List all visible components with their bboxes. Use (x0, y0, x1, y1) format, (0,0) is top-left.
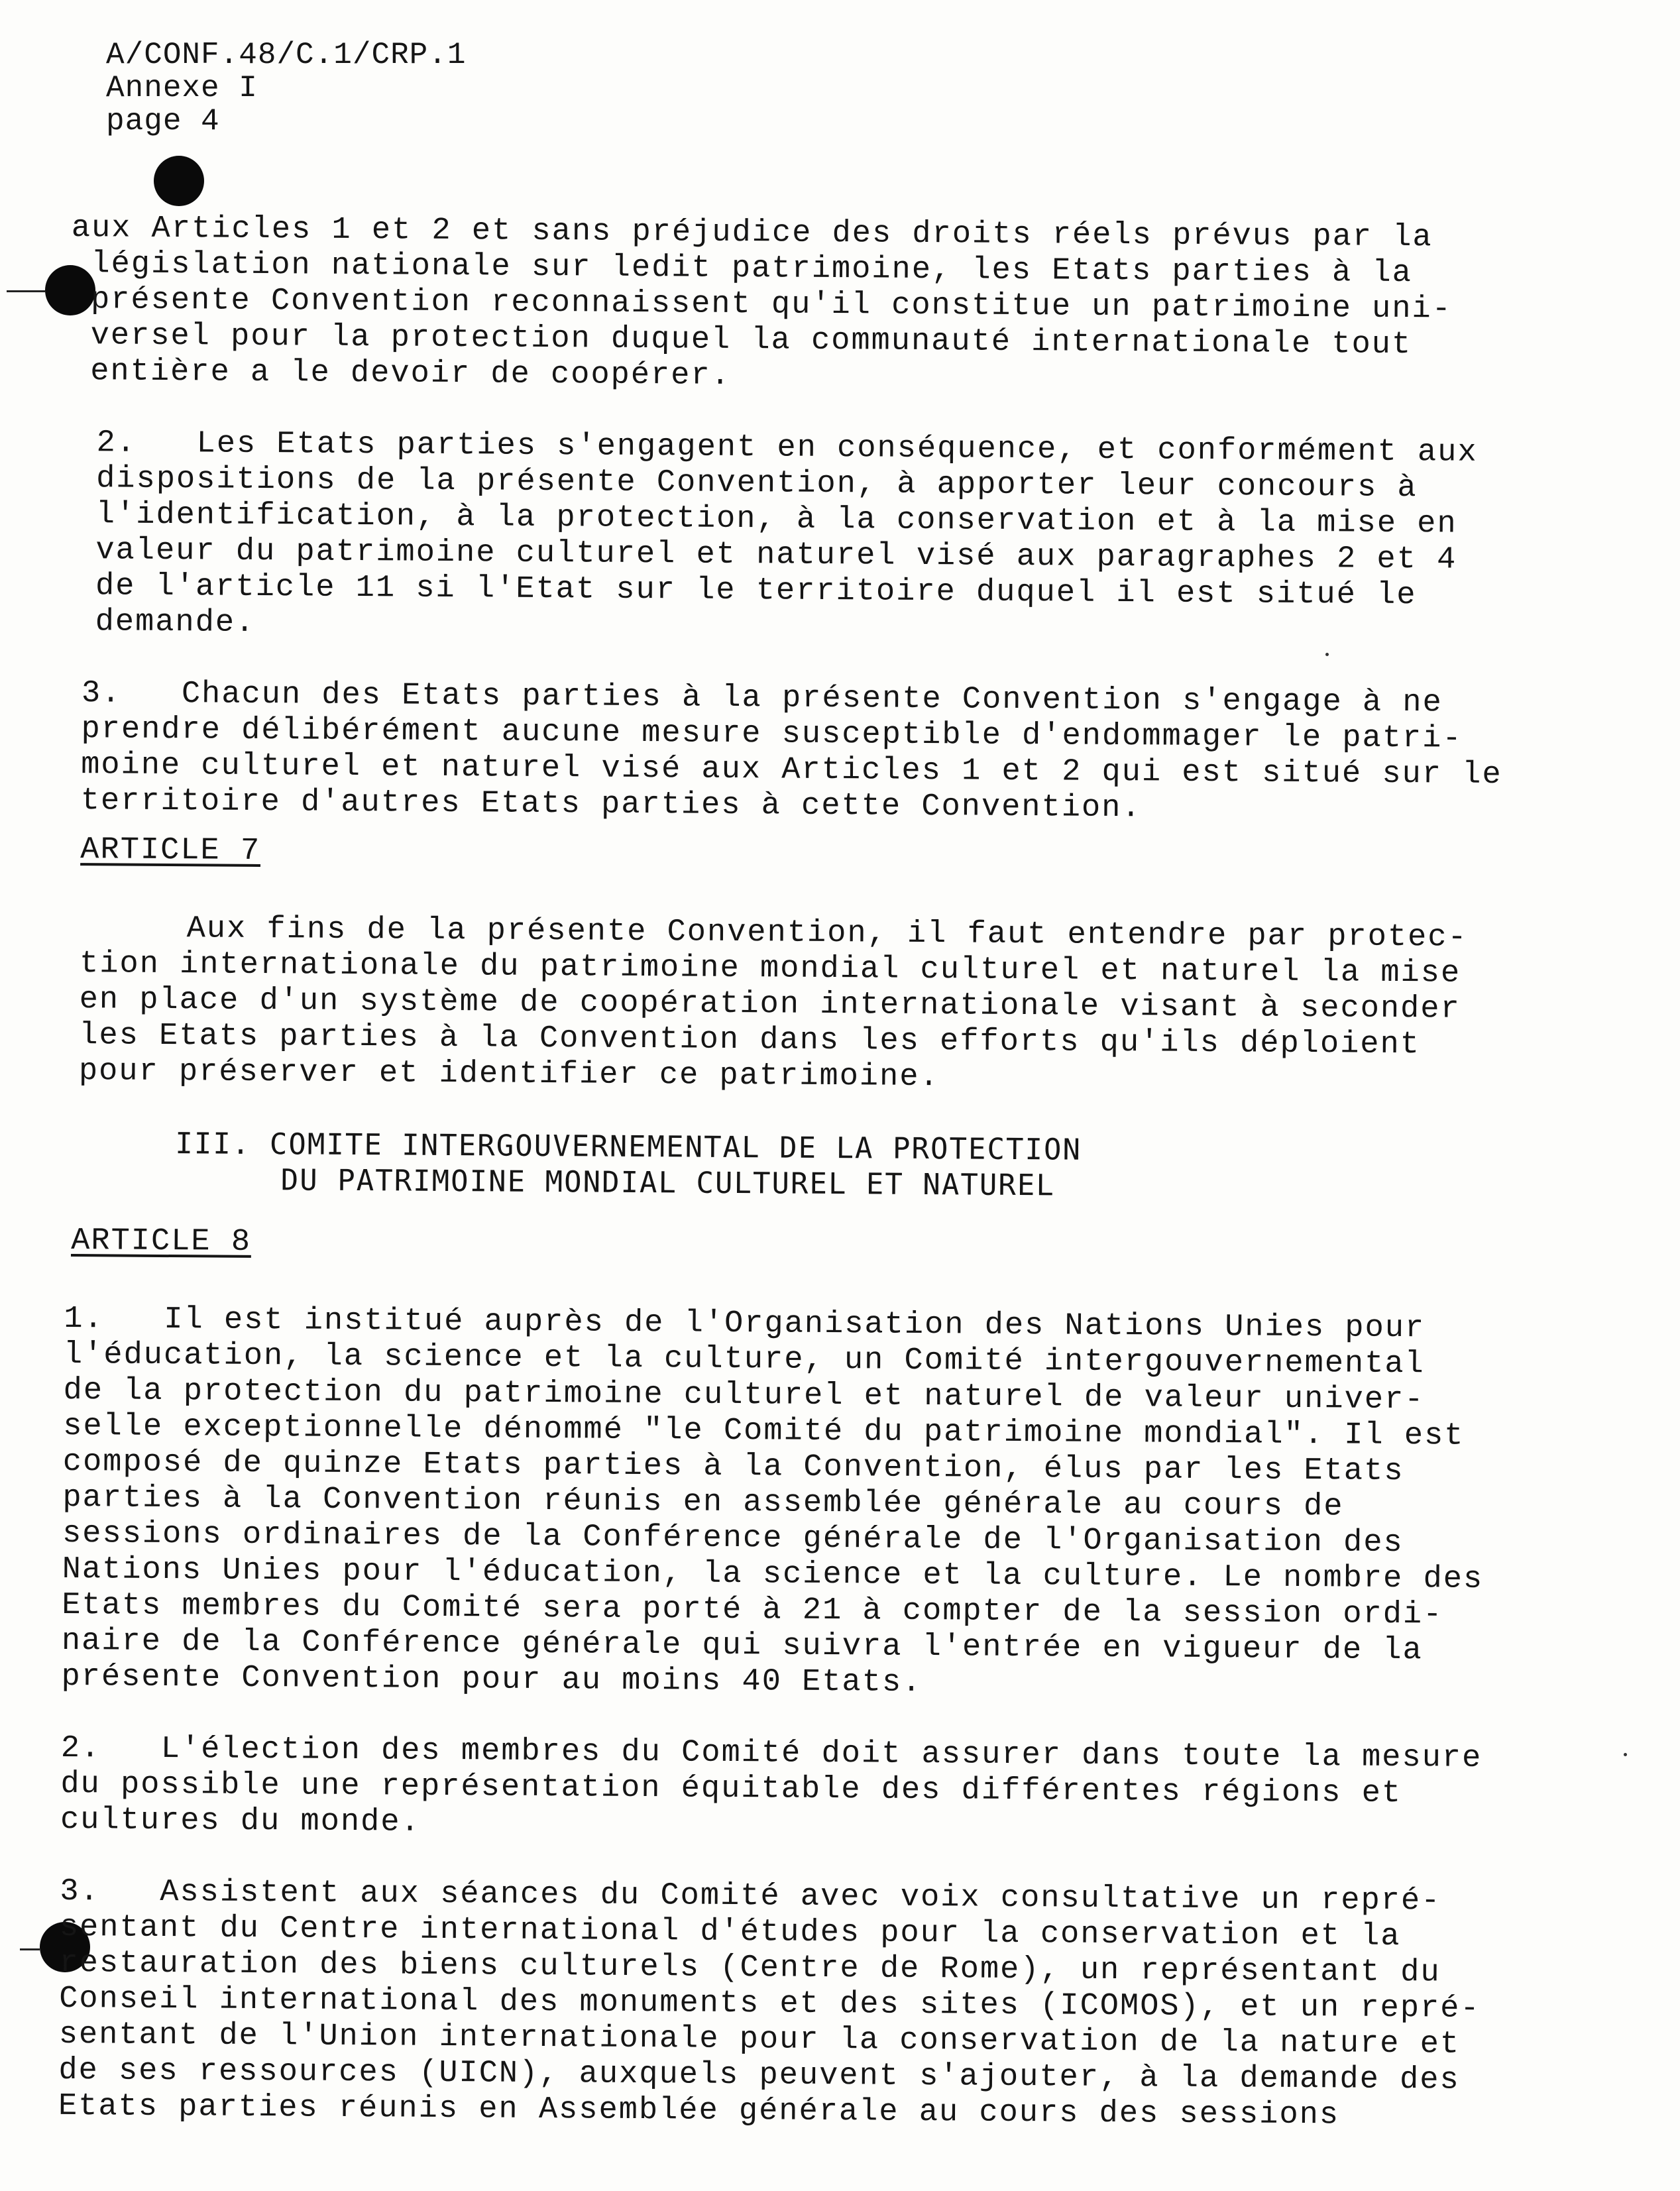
text-line: prendre délibérément aucune mesure susceptible d'endommager le patri- (81, 712, 1463, 757)
text-line: les Etats parties à la Convention dans les efforts qu'ils déploient (79, 1018, 1421, 1063)
text-line: aux Articles 1 et 2 et sans préjudice des droits réels prévus par la (71, 211, 1433, 256)
document-header (106, 38, 467, 138)
section-title-line: III. COMITE INTERGOUVERNEMENTAL DE LA PROTECTION (175, 1127, 1082, 1167)
section-title-line: DU PATRIMOINE MONDIAL CULTUREL ET NATUREL (280, 1163, 1055, 1203)
text-line: sentant du Centre international d'études pour la conservation et la (59, 1909, 1401, 1955)
text-line: 1. Il est institué auprès de l'Organisation des Nations Unies pour (64, 1301, 1426, 1347)
margin-mark (20, 1948, 40, 1950)
text-line: dispositions de la présente Convention, à apporter leur concours à (95, 461, 1418, 506)
section-3-heading (65, 1125, 1192, 1205)
page-number: page 4 (106, 104, 220, 139)
text-line: de ses ressources (UICN), auxquels peuvent s'ajouter, à la demande des (58, 2052, 1460, 2098)
text-line: 3. Chacun des Etats parties à la présente Convention s'engage à ne (81, 676, 1443, 721)
text-line: présente Convention pour au moins 40 Etats. (61, 1659, 923, 1701)
paragraph-6-3 (68, 676, 1526, 829)
text-line: demande. (95, 604, 256, 641)
text-line: sessions ordinaires de la Conférence générale de l'Organisation des (62, 1516, 1404, 1561)
text-line: présente Convention reconnaissent qu'il constitue un patrimoine uni- (90, 282, 1453, 327)
text-line: valeur du patrimoine culturel et naturel visé aux paragraphes 2 et 4 (95, 533, 1457, 578)
text-line: de la protection du patrimoine culturel et naturel de valeur univer- (63, 1373, 1425, 1418)
paragraph-continued (70, 211, 1530, 400)
text-line: composé de quinze Etats parties à la Convention, élus par les Etats (62, 1444, 1404, 1490)
annex-label: Annexe I (106, 71, 258, 105)
text-line: cultures du monde. (60, 1802, 421, 1840)
document-body (58, 211, 1529, 2170)
article-8-paragraph-3 (58, 1874, 1518, 2135)
article-7-heading: ARTICLE 7 (80, 832, 261, 870)
article-8-paragraph-2 (60, 1731, 1519, 1848)
text-line: l'identification, à la protection, à la conservation et à la mise en (95, 497, 1457, 542)
text-line: Etats membres du Comité sera porté à 21 à compter de la session ordi- (62, 1587, 1443, 1633)
text-line: entière a le devoir de coopérer. (90, 354, 732, 394)
text-line: Nations Unies pour l'éducation, la science et la culture. Le nombre des (62, 1551, 1484, 1597)
text-line: Conseil international des monuments et des sites (ICOMOS), et un repré- (58, 1981, 1481, 2027)
text-line: tion internationale du patrimoine mondial culturel et naturel la mise (79, 946, 1461, 991)
text-line: Etats parties réunis en Assemblée générale au cours des sessions (58, 2088, 1340, 2133)
text-line: de l'article 11 si l'Etat sur le territoire duquel il est situé le (95, 569, 1417, 614)
text-line: naire de la Conférence générale qui suivra l'entrée en vigueur de la (61, 1623, 1423, 1669)
text-line: 2. L'élection des membres du Comité doit assurer dans toute la mesure (60, 1730, 1483, 1776)
article-7-text (66, 911, 1525, 1099)
margin-mark (7, 290, 45, 292)
text-line: moine culturel et naturel visé aux Articles 1 et 2 qui est situé sur le (80, 748, 1502, 793)
article-8-paragraph-1 (61, 1302, 1522, 1705)
paragraph-6-2 (68, 425, 1528, 650)
text-line: versel pour la protection duquel la communauté internationale tout (90, 318, 1412, 363)
text-line: sentant de l'Union internationale pour la conservation de la nature et (58, 2017, 1461, 2062)
text-line: pour préserver et identifier ce patrimoine. (78, 1054, 940, 1096)
text-line: selle exceptionnelle dénommé "le Comité du patrimoine mondial". Il est (63, 1408, 1465, 1454)
text-line: 2. Les Etats parties s'engagent en conséquence, et conformément aux (96, 425, 1478, 471)
text-line: parties à la Convention réunis en assemblée générale au cours de (62, 1480, 1344, 1525)
text-line: législation nationale sur ledit patrimoine, les Etats parties à la (91, 247, 1413, 292)
text-line: restauration des biens culturels (Centre de Rome), un représentant du (59, 1945, 1441, 1991)
speck (1624, 1753, 1627, 1756)
punch-hole-top (154, 156, 204, 206)
document-symbol: A/CONF.48/C.1/CRP.1 (106, 38, 467, 72)
text-line: en place d'un système de coopération internationale visant à seconder (79, 982, 1461, 1027)
text-line: l'éducation, la science et la culture, un Comité intergouvernemental (63, 1337, 1426, 1382)
text-line: 3. Assistent aux séances du Comité avec voix consultative un repré- (60, 1874, 1441, 1919)
text-line: Aux fins de la présente Convention, il faut entendre par protec- (66, 910, 1468, 956)
text-line: territoire d'autres Etats parties à cette Convention. (80, 783, 1142, 826)
text-line: du possible une représentation équitable des différentes régions et (60, 1766, 1402, 1812)
article-8-heading: ARTICLE 8 (70, 1223, 252, 1260)
